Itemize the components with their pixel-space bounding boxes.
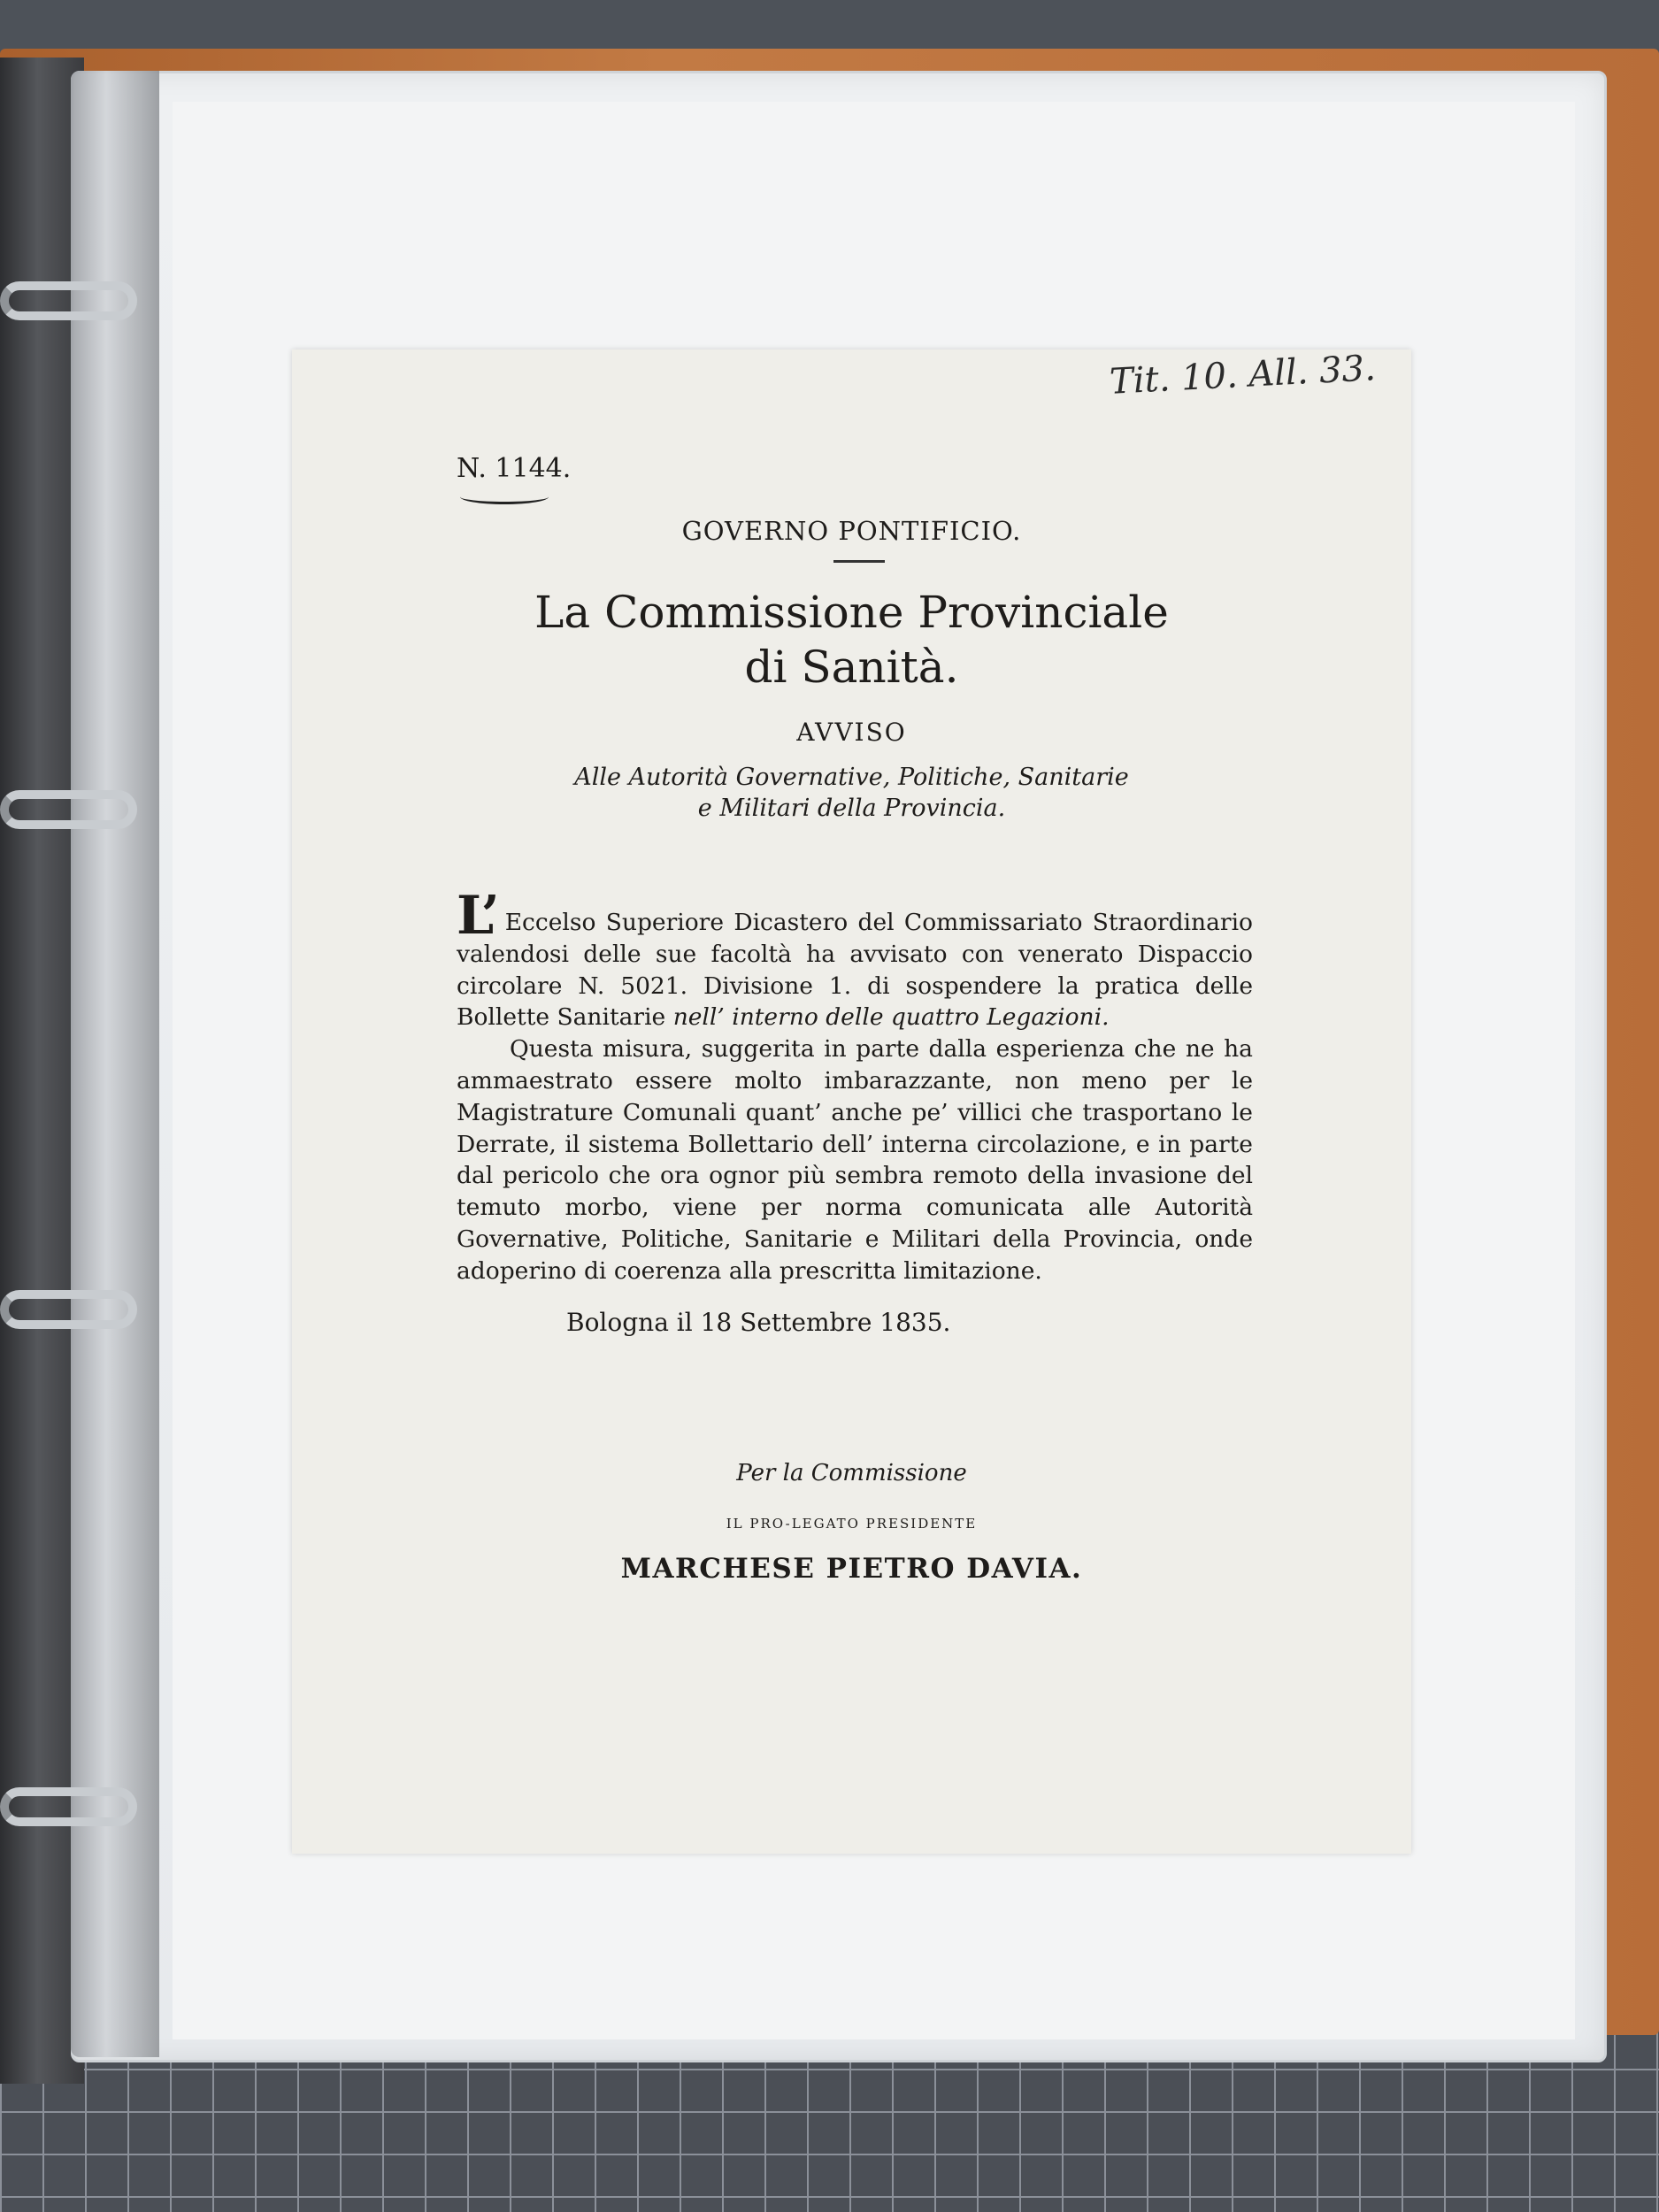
binder-ring-icon xyxy=(0,790,137,829)
drop-cap: L’ xyxy=(457,885,500,947)
avviso-heading: AVVISO xyxy=(796,718,907,747)
addressee-line-1: Alle Autorità Governative, Politiche, Sanitarie xyxy=(574,764,1129,791)
handwritten-inventory-note: Tit. 10. All. 33. xyxy=(1109,348,1377,403)
binder-ring-icon xyxy=(0,1290,137,1329)
divider-rule xyxy=(833,560,885,563)
title-line-2: di Sanità. xyxy=(744,641,959,693)
per-commissione: Per la Commissione xyxy=(736,1460,967,1486)
notice-number: N. 1144. xyxy=(457,453,572,484)
notice-body xyxy=(457,885,1253,1287)
title-line-1: La Commissione Provinciale xyxy=(534,587,1169,638)
pro-legato-title: IL PRO-LEGATO PRESIDENTE xyxy=(726,1516,978,1532)
government-heading: GOVERNO PONTIFICIO. xyxy=(681,516,1022,546)
paragraph-1 xyxy=(457,885,1253,1033)
paragraph-2-text: Questa misura, suggerita in parte dalla esperienza che ne ha ammaestrato essere molto imbarazzante, non meno per le Magistrature Comunali quant’ anche pe’ villici che trasportano le Derrate, il sistema Bollettario dell’ interna circolazione, e in parte dal pericolo che ora ognor più sembra remoto della invasione del temuto morbo, viene per norma comunicata alle Autorità Governative, Politiche, Sanitarie e Militari della Provincia, onde adoperino di coerenza alla prescritta limitazione. xyxy=(457,1035,1253,1285)
date-line: Bologna il 18 Settembre 1835. xyxy=(566,1308,951,1337)
paragraph-1-text: Eccelso Superiore Dicastero del Commissariato Straordinario valendosi delle sue facoltà ha avvisato con venerato Dispaccio circolare N. 5021. Divisione 1. di sospendere la pratica delle Bollette Sanitarie xyxy=(457,909,1253,1032)
sleeve-perforated-strip xyxy=(71,71,159,2057)
binder-ring-icon xyxy=(0,1787,137,1826)
paragraph-2 xyxy=(457,1033,1253,1286)
swash-ornament xyxy=(460,489,549,504)
signatory-name: MARCHESE PIETRO DAVIA. xyxy=(620,1553,1083,1585)
printed-notice xyxy=(292,349,1411,1854)
addressee-line-2: e Militari della Provincia. xyxy=(697,795,1006,822)
binder-ring-icon xyxy=(0,281,137,320)
paragraph-1-italic: nell’ interno delle quattro Legazioni. xyxy=(672,1003,1110,1032)
